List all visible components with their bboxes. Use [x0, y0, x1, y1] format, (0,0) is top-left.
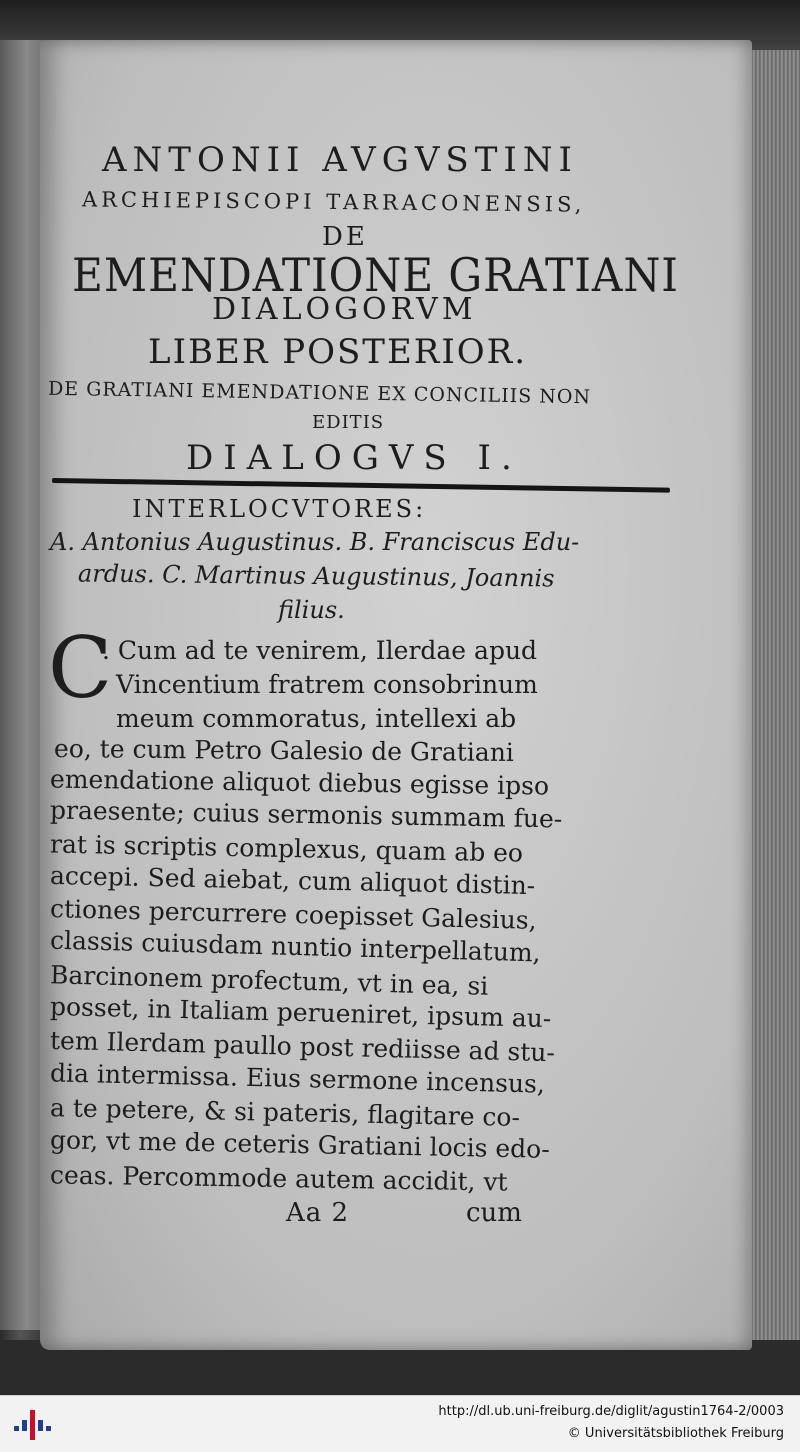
ub-freiburg-logo-icon[interactable]	[12, 1406, 52, 1444]
page-text	[40, 40, 752, 1350]
body-line: Barcinonem profectum, vt in ea, si	[49, 960, 489, 1001]
drop-cap: C	[48, 619, 113, 717]
body-line: . Cum ad te venirem, Ilerdae apud	[102, 636, 538, 665]
title-liber: LIBER POSTERIOR.	[148, 332, 528, 372]
body-line: tem Ilerdam paullo post rediisse ad stu-	[49, 1025, 556, 1068]
title-main: EMENDATIONE GRATIANI	[72, 248, 679, 302]
body-line: a te petere, & si pateris, flagitare co-	[49, 1093, 521, 1132]
body-line: eo, te cum Petro Galesio de Gratiani	[53, 733, 515, 768]
body-line: ceas. Percommode autem accidit, vt	[49, 1160, 508, 1197]
divider-rule	[52, 478, 670, 493]
permalink-url[interactable]: http://dl.ub.uni-freiburg.de/diglit/agustin1764-2/0003	[438, 1404, 784, 1419]
persons-line: A. Antonius Augustinus. B. Franciscus Edu-	[50, 528, 580, 556]
body-line: ctiones percurrere coepisset Galesius,	[49, 894, 537, 935]
body-line: dia intermissa. Eius sermone incensus,	[49, 1058, 546, 1099]
subtitle: DE GRATIANI EMENDATIONE EX CONCILIIS NON	[47, 377, 592, 409]
interlocutores-heading: INTERLOCVTORES:	[132, 495, 427, 523]
page-stack-edges	[748, 50, 800, 1350]
dialogus-heading: DIALOGVS I.	[186, 438, 522, 478]
subtitle-editis: EDITIS	[312, 412, 385, 433]
persons-line: filius.	[278, 596, 345, 624]
book-page	[40, 40, 752, 1350]
body-line: emendatione aliquot diebus egisse ipso	[49, 764, 550, 801]
title-office: ARCHIEPISCOPI TARRACONENSIS,	[81, 187, 586, 217]
viewer-footer	[0, 1395, 800, 1452]
body-line: posset, in Italiam perueniret, ipsum au-	[49, 991, 552, 1034]
title-de: DE	[322, 222, 368, 252]
body-line: Vincentium fratrem consobrinum	[116, 670, 538, 699]
copyright-text: © Universitätsbibliothek Freiburg	[567, 1426, 784, 1441]
body-line: meum commoratus, intellexi ab	[116, 704, 517, 733]
body-line: accepi. Sed aiebat, cum aliquot distin-	[49, 860, 536, 901]
body-line: gor, vt me de ceteris Gratiani locis edo-	[49, 1125, 550, 1164]
title-dialogorum: DIALOGORVM	[212, 292, 477, 327]
signature-mark: Aa 2	[286, 1198, 350, 1228]
body-line: praesente; cuius sermonis summam fue-	[49, 795, 563, 834]
title-author: ANTONII AVGVSTINI	[102, 140, 578, 180]
catchword: cum	[466, 1198, 522, 1228]
persons-line: ardus. C. Martinus Augustinus, Joannis	[77, 559, 555, 593]
body-line: rat is scriptis complexus, quam ab eo	[49, 829, 524, 868]
body-line: classis cuiusdam nuntio interpellatum,	[49, 925, 541, 968]
